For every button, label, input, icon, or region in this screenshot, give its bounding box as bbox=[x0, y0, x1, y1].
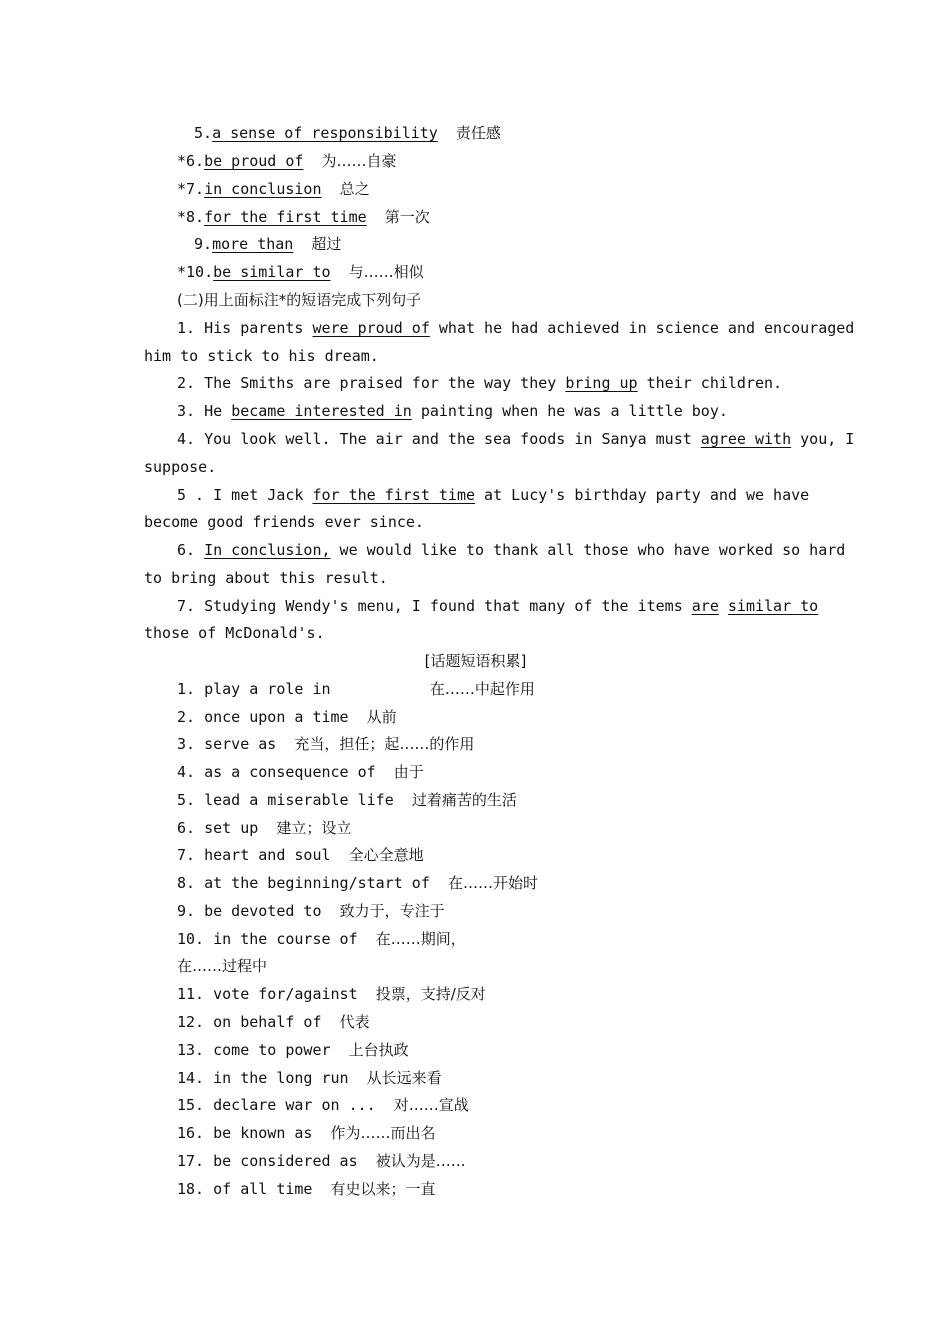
sentence-text: 5 . I met Jack bbox=[177, 486, 313, 504]
phrase: serve as bbox=[204, 735, 277, 753]
item-number: *7. bbox=[177, 180, 205, 198]
topic-phrase bbox=[177, 1095, 469, 1115]
meaning: 从前 bbox=[366, 708, 397, 726]
sentence-1 bbox=[177, 318, 854, 338]
vocab-meaning: 第一次 bbox=[384, 208, 430, 226]
phrase: play a role in bbox=[204, 680, 331, 698]
item-number: *8. bbox=[177, 208, 205, 226]
meaning: 在……中起作用 bbox=[429, 680, 535, 698]
sentence-1-cont: him to stick to his dream. bbox=[144, 347, 379, 365]
answer-blank: agree with bbox=[700, 430, 792, 448]
item-number: 5. bbox=[194, 124, 213, 142]
vocab-phrase: more than bbox=[212, 235, 294, 253]
meaning: 全心全意地 bbox=[348, 846, 424, 864]
phrase: at the beginning/start of bbox=[204, 874, 430, 892]
vocab-item bbox=[194, 123, 501, 143]
sentence-text: you, I bbox=[791, 430, 855, 448]
vocab-phrase: be similar to bbox=[213, 263, 331, 281]
item-number: 18. bbox=[177, 1180, 205, 1198]
topic-phrase bbox=[177, 762, 424, 782]
sentence-text: 3. He bbox=[177, 402, 232, 420]
topic-phrase bbox=[177, 818, 351, 838]
meaning: 上台执政 bbox=[348, 1041, 409, 1059]
sentence-text: what he had achieved in science and encouraged bbox=[429, 319, 855, 337]
sentence-4-cont: suppose. bbox=[144, 458, 217, 476]
sentence-6 bbox=[177, 540, 845, 560]
meaning: 代表 bbox=[339, 1013, 370, 1031]
sentence-2 bbox=[177, 373, 782, 393]
item-number: 2. bbox=[177, 708, 196, 726]
answer-blank: are bbox=[691, 597, 719, 615]
item-number: *6. bbox=[177, 152, 205, 170]
sentence-5 bbox=[177, 485, 809, 505]
vocab-item bbox=[177, 179, 370, 199]
phrase: in the course of bbox=[213, 930, 358, 948]
sentence-4 bbox=[177, 429, 854, 449]
topic-phrase bbox=[177, 1179, 436, 1199]
item-number: 14. bbox=[177, 1069, 205, 1087]
sentence-3 bbox=[177, 401, 728, 421]
sentence-text: at Lucy's birthday party and we have bbox=[475, 486, 810, 504]
phrase: set up bbox=[204, 819, 259, 837]
vocab-phrase: in conclusion bbox=[204, 180, 322, 198]
item-number: 11. bbox=[177, 985, 205, 1003]
vocab-phrase: for the first time bbox=[204, 208, 367, 226]
sentence-7 bbox=[177, 596, 818, 616]
phrase: lead a miserable life bbox=[204, 791, 394, 809]
sentence-text: 1. His parents bbox=[177, 319, 313, 337]
meaning: 对……宣战 bbox=[393, 1096, 469, 1114]
sentence-5-cont: become good friends ever since. bbox=[144, 513, 424, 531]
topic-phrase bbox=[177, 707, 397, 727]
sentence-text: painting when he was a little boy. bbox=[411, 402, 728, 420]
meaning: 由于 bbox=[393, 763, 424, 781]
topic-phrase bbox=[177, 734, 474, 754]
sentence-6-cont: to bring about this result. bbox=[144, 569, 388, 587]
sentence-text: 4. You look well. The air and the sea foods in Sanya must bbox=[177, 430, 701, 448]
topic-phrase bbox=[177, 873, 538, 893]
topic-phrase bbox=[177, 1123, 436, 1143]
section-title: (二)用上面标注*的短语完成下列句子 bbox=[177, 291, 422, 309]
topic-phrase bbox=[177, 679, 535, 699]
phrase: as a consequence of bbox=[204, 763, 376, 781]
answer-blank: became interested in bbox=[231, 402, 412, 420]
vocab-item bbox=[194, 234, 341, 254]
item-number: 9. bbox=[194, 235, 213, 253]
topic-phrase bbox=[177, 1040, 409, 1060]
vocab-phrase: a sense of responsibility bbox=[212, 124, 438, 142]
item-number: 9. bbox=[177, 902, 196, 920]
phrase: declare war on ... bbox=[213, 1096, 376, 1114]
answer-blank: for the first time bbox=[312, 486, 476, 504]
meaning: 建立；设立 bbox=[276, 819, 352, 837]
vocab-item bbox=[177, 262, 424, 282]
sentence-text: their children. bbox=[637, 374, 783, 392]
meaning: 在……开始时 bbox=[447, 874, 538, 892]
answer-blank: were proud of bbox=[312, 319, 430, 337]
vocab-meaning: 为……自豪 bbox=[321, 152, 397, 170]
phrase: on behalf of bbox=[213, 1013, 322, 1031]
topic-phrase bbox=[177, 1012, 370, 1032]
item-number: 12. bbox=[177, 1013, 205, 1031]
phrase: heart and soul bbox=[204, 846, 331, 864]
item-number: 7. bbox=[177, 846, 196, 864]
meaning: 致力于，专注于 bbox=[339, 902, 445, 920]
sentence-text: we would like to thank all those who have worked so hard bbox=[330, 541, 846, 559]
meaning: 投票，支持/反对 bbox=[375, 985, 486, 1003]
vocab-meaning: 超过 bbox=[311, 235, 342, 253]
topic-phrase-cont: 在……过程中 bbox=[177, 957, 268, 975]
topic-phrase bbox=[177, 984, 486, 1004]
item-number: 5. bbox=[177, 791, 196, 809]
sentence-text: 6. bbox=[177, 541, 205, 559]
vocab-item bbox=[177, 207, 430, 227]
phrase: come to power bbox=[213, 1041, 331, 1059]
phrase: be devoted to bbox=[204, 902, 322, 920]
meaning: 过着痛苦的生活 bbox=[411, 791, 517, 809]
meaning: 从长远来看 bbox=[366, 1069, 442, 1087]
vocab-meaning: 责任感 bbox=[455, 124, 501, 142]
meaning: 充当，担任；起……的作用 bbox=[294, 735, 475, 753]
answer-blank: similar to bbox=[727, 597, 819, 615]
topic-phrase bbox=[177, 901, 445, 921]
item-number: 3. bbox=[177, 735, 196, 753]
phrase: be considered as bbox=[213, 1152, 358, 1170]
meaning: 作为……而出名 bbox=[330, 1124, 436, 1142]
item-number: 8. bbox=[177, 874, 196, 892]
phrase: be known as bbox=[213, 1124, 313, 1142]
answer-blank: bring up bbox=[565, 374, 638, 392]
meaning: 有史以来；一直 bbox=[330, 1180, 436, 1198]
item-number: *10. bbox=[177, 263, 214, 281]
meaning: 在……期间， bbox=[375, 930, 466, 948]
meaning: 被认为是…… bbox=[375, 1152, 466, 1170]
vocab-meaning: 总之 bbox=[339, 180, 370, 198]
vocab-phrase: be proud of bbox=[204, 152, 304, 170]
phrase: of all time bbox=[213, 1180, 313, 1198]
phrase: vote for/against bbox=[213, 985, 358, 1003]
item-number: 1. bbox=[177, 680, 196, 698]
topic-phrase bbox=[177, 929, 466, 949]
item-number: 6. bbox=[177, 819, 196, 837]
topic-phrase bbox=[177, 790, 517, 810]
phrase: in the long run bbox=[213, 1069, 349, 1087]
item-number: 16. bbox=[177, 1124, 205, 1142]
item-number: 15. bbox=[177, 1096, 205, 1114]
topic-phrase bbox=[177, 845, 424, 865]
item-number: 17. bbox=[177, 1152, 205, 1170]
sentence-text: 7. Studying Wendy's menu, I found that many of the items bbox=[177, 597, 692, 615]
vocab-meaning: 与……相似 bbox=[348, 263, 424, 281]
topic-phrase bbox=[177, 1068, 442, 1088]
item-number: 13. bbox=[177, 1041, 205, 1059]
sentence-text: 2. The Smiths are praised for the way they bbox=[177, 374, 566, 392]
item-number: 4. bbox=[177, 763, 196, 781]
item-number: 10. bbox=[177, 930, 205, 948]
section-title: [话题短语积累] bbox=[424, 652, 527, 670]
phrase: once upon a time bbox=[204, 708, 349, 726]
topic-phrase bbox=[177, 1151, 466, 1171]
vocab-item bbox=[177, 151, 397, 171]
answer-blank: In conclusion, bbox=[204, 541, 331, 559]
sentence-7-cont: those of McDonald's. bbox=[144, 624, 325, 642]
